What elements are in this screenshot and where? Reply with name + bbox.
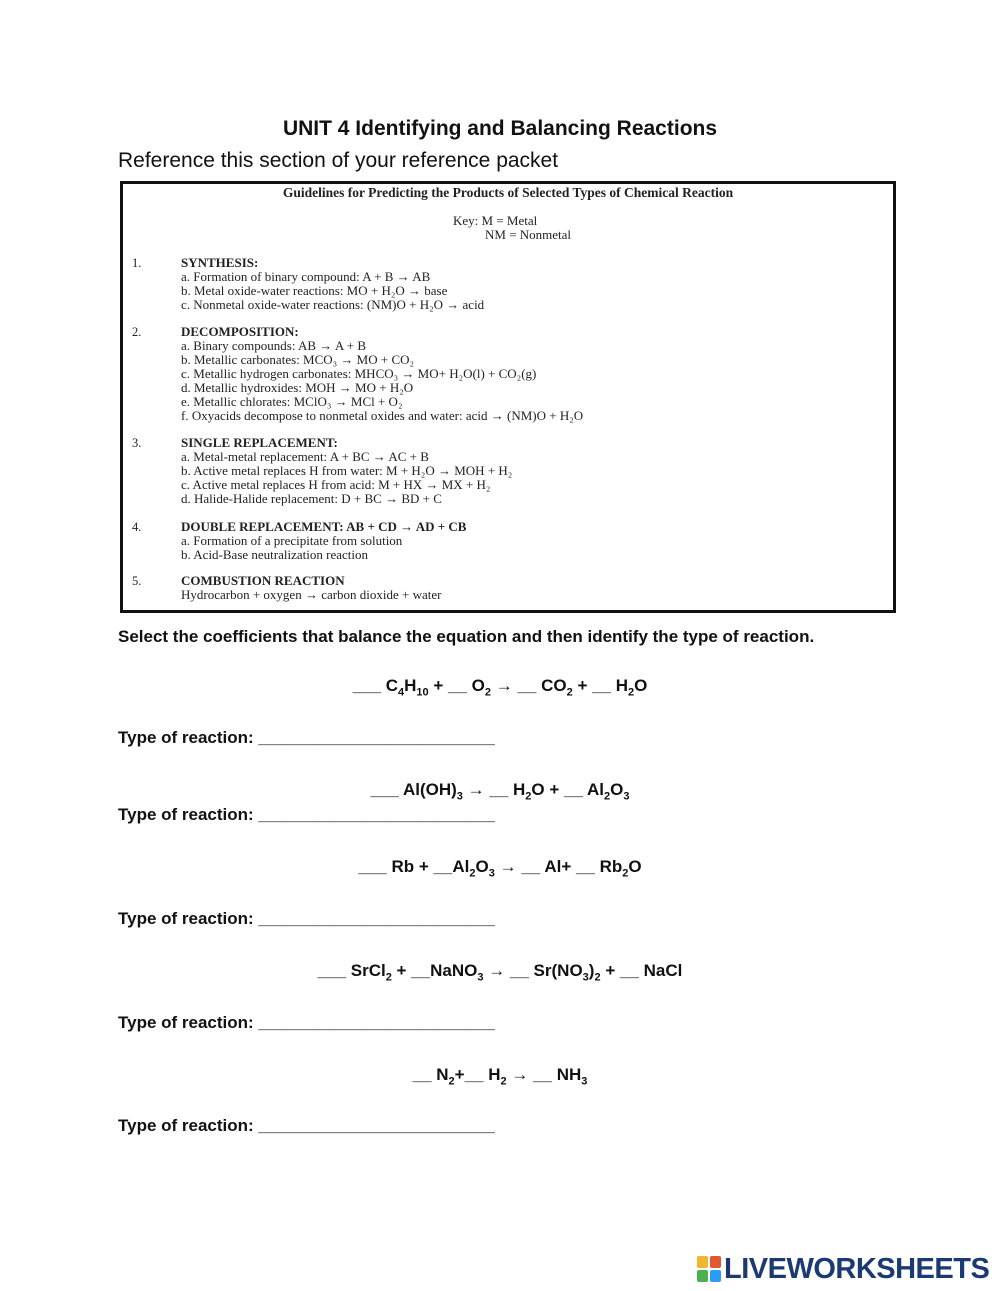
section-item: Hydrocarbon + oxygen → carbon dioxide + water [181, 587, 442, 602]
section-item: b. Acid-Base neutralization reaction [181, 547, 368, 562]
section-heading: SYNTHESIS: [181, 255, 259, 270]
section-heading: SINGLE REPLACEMENT: [181, 435, 338, 450]
section-number: 1. [132, 256, 142, 270]
equation-5: __ $N_2+\_\_$ $H_2$ → __ $NH_3$ [412, 1065, 588, 1088]
key-metal: Key: M = Metal [453, 213, 538, 228]
type-of-reaction-2[interactable]: Type of reaction: _________________________ [118, 805, 495, 824]
section-item: c. Active metal replaces H from acid: M + HX → MX + H₂ [181, 477, 491, 492]
section-item: b. Metal oxide-water reactions: MO + H₂O → base [181, 283, 448, 298]
section-number: 3. [132, 436, 142, 450]
section-number: 2. [132, 325, 142, 339]
section-item: f. Oxyacids decompose to nonmetal oxides and water: acid → (NM)O + H₂O [181, 408, 584, 423]
section-item: a. Formation of binary compound: A + B → AB [181, 269, 431, 284]
reference-title: Guidelines for Predicting the Products of Selected Types of Chemical Reaction [282, 185, 734, 200]
key-nonmetal: NM = Nonmetal [485, 227, 572, 242]
equation-4: ___ SrCl$_2$ + __NaNO$_3$ → __ $Sr(NO_3)_2$ + __ NaCl [317, 961, 683, 984]
section-item: e. Metallic chlorates: MClO₃ → MCl + O₂ [181, 394, 403, 409]
section-item: d. Metallic hydroxides: MOH → MO + H₂O [181, 380, 414, 395]
equation-3: ___ $Rb + \_\_Al_2O_3$ → __ Al+ __ $Rb_2O$ [358, 857, 642, 880]
section-item: a. Binary compounds: AB → A + B [181, 338, 367, 353]
section-item: b. Active metal replaces H from water: M + H₂O → MOH + H₂ [181, 463, 513, 478]
logo-icon [697, 1256, 721, 1282]
type-of-reaction-5[interactable]: Type of reaction: _________________________ [118, 1116, 495, 1135]
reference-box [120, 181, 896, 613]
section-heading: COMBUSTION REACTION [181, 573, 345, 588]
section-number: 5. [132, 574, 142, 588]
reference-key [453, 214, 571, 242]
page-title: UNIT 4 Identifying and Balancing Reactions [282, 117, 718, 140]
section-heading: DECOMPOSITION: [181, 324, 299, 339]
section-item: c. Nonmetal oxide-water reactions: (NM)O + H₂O → acid [181, 297, 485, 312]
liveworksheets-logo[interactable] [697, 1253, 989, 1285]
section-heading: DOUBLE REPLACEMENT: AB + CD → AD + CB [181, 519, 467, 534]
logo-text: LIVEWORKSHEETS [724, 1252, 990, 1285]
instructions: Select the coefficients that balance the equation and then identify the type of reaction. [118, 627, 815, 646]
section-number: 4. [132, 520, 142, 534]
type-of-reaction-1[interactable]: Type of reaction: _________________________ [118, 728, 495, 747]
page-subtitle: Reference this section of your reference packet [118, 149, 559, 172]
section-item: b. Metallic carbonates: MCO₃ → MO + CO₂ [181, 352, 415, 367]
section-item: a. Metal-metal replacement: A + BC → AC + B [181, 449, 429, 464]
equation-2: ___ $Al(OH)_3$ → __ $H_2O$ + __ $Al_2O_3$ [370, 780, 630, 803]
section-item: c. Metallic hydrogen carbonates: MHCO₃ → MO+ H₂O(l) + CO₂(g) [181, 366, 537, 381]
equation-1: ___ $C_4H_{10}$ + __ $O_2$ → __ $CO_2$ + __ $H_2O$ [352, 676, 648, 699]
section-item: a. Formation of a precipitate from solution [181, 533, 403, 548]
type-of-reaction-4[interactable]: Type of reaction: _________________________ [118, 1013, 495, 1032]
type-of-reaction-3[interactable]: Type of reaction: _________________________ [118, 909, 495, 928]
section-item: d. Halide-Halide replacement: D + BC → BD + C [181, 491, 442, 506]
